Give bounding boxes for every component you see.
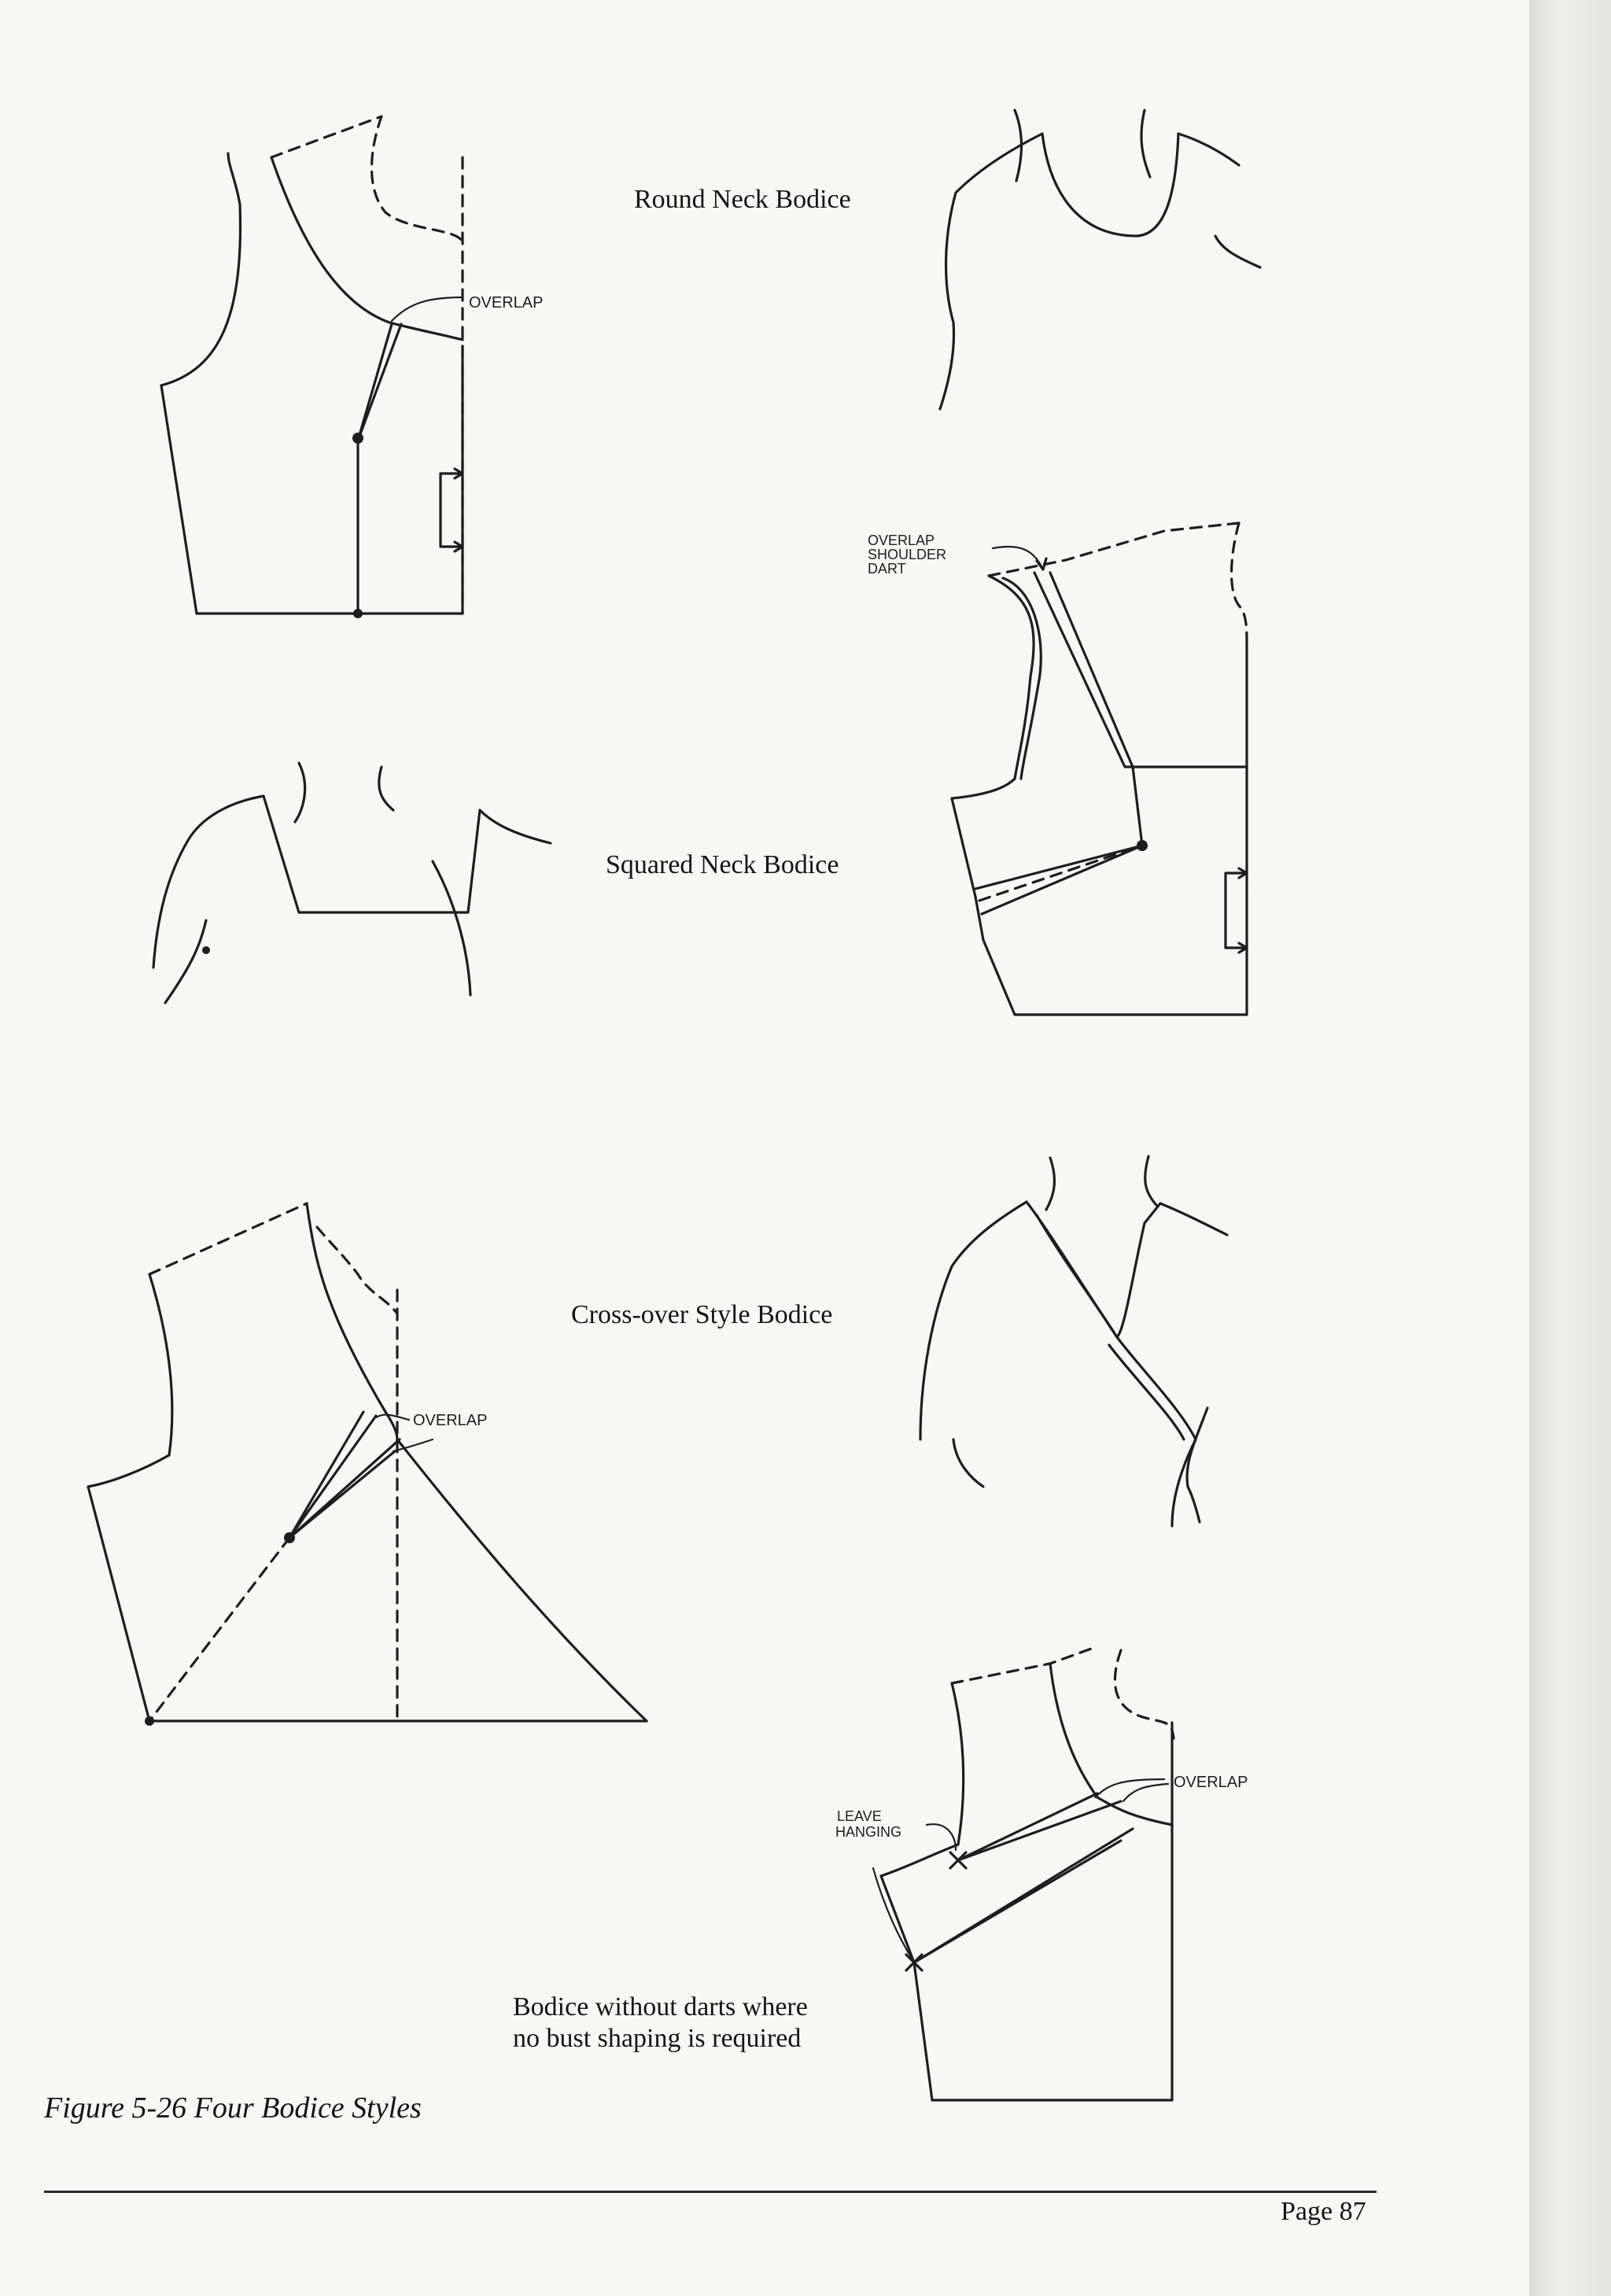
squared-neck-sketch xyxy=(153,763,551,1003)
overlap-shoulder-dart-note-2: SHOULDER xyxy=(868,547,947,562)
squared-neck-label: Squared Neck Bodice xyxy=(606,850,839,879)
page-edge xyxy=(1529,0,1611,2296)
figure-caption: Figure 5-26 Four Bodice Styles xyxy=(44,2091,422,2125)
overlap-note-1: OVERLAP xyxy=(469,294,544,311)
overlap-shoulder-dart-note-3: DART xyxy=(868,561,906,577)
round-neck-sketch xyxy=(940,110,1260,409)
no-darts-label-line1: Bodice without darts where xyxy=(513,1992,808,2021)
round-neck-pattern xyxy=(161,116,543,618)
no-darts-label-line2: no bust shaping is required xyxy=(513,2024,802,2053)
overlap-note-2: OVERLAP xyxy=(413,1412,488,1429)
leave-hanging-note-2: HANGING xyxy=(835,1824,902,1840)
crossover-label: Cross-over Style Bodice xyxy=(571,1300,833,1329)
leave-hanging-note-1: LEAVE xyxy=(837,1808,882,1824)
no-darts-pattern xyxy=(835,1648,1248,2100)
overlap-note-3: OVERLAP xyxy=(1174,1774,1248,1791)
round-neck-label: Round Neck Bodice xyxy=(634,185,851,214)
crossover-sketch xyxy=(920,1156,1227,1526)
footer-rule xyxy=(44,2191,1377,2193)
squared-neck-pattern xyxy=(868,523,1247,1015)
overlap-shoulder-dart-note-1: OVERLAP xyxy=(868,533,935,548)
page-number: Page 87 xyxy=(1281,2197,1366,2226)
crossover-pattern xyxy=(88,1203,647,1726)
